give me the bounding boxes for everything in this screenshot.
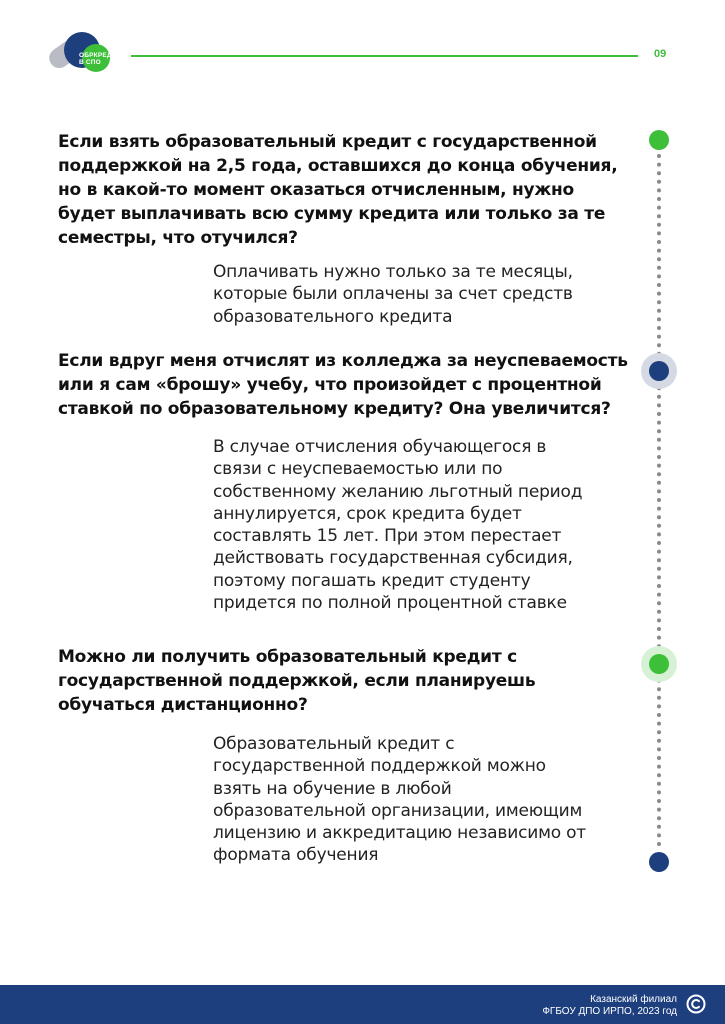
footer-line-2: ФГБОУ ДПО ИРПО, 2023 год [542, 1005, 677, 1017]
timeline-dot [657, 266, 661, 270]
timeline-dot [657, 180, 661, 184]
timeline-dot [657, 636, 661, 640]
answer-3-line: образовательной организации, имеющим [213, 800, 583, 821]
timeline-dot [657, 292, 661, 296]
timeline-dot [657, 412, 661, 416]
timeline-dot [657, 335, 661, 339]
timeline-dot [657, 283, 661, 287]
timeline-dot [657, 825, 661, 829]
timeline-dot [657, 799, 661, 803]
question-1-line: Если взять образовательный кредит с государственной [58, 132, 597, 152]
timeline-marker-3 [649, 654, 669, 674]
timeline-dot [657, 214, 661, 218]
timeline-dot [657, 309, 661, 313]
timeline-dot [657, 790, 661, 794]
timeline-dot [657, 567, 661, 571]
answer-2 [213, 436, 633, 614]
question-3-line: государственной поддержкой, если планируешь [58, 671, 536, 691]
timeline-dot [657, 773, 661, 777]
answer-2-line: придется по полной процентной ставке [213, 593, 567, 614]
timeline-dot [657, 515, 661, 519]
answer-3-line: лицензию и аккредитацию независимо от [213, 823, 586, 844]
timeline-dot [657, 687, 661, 691]
timeline-dot [657, 240, 661, 244]
page-number: 09 [654, 48, 667, 60]
timeline-dot [657, 154, 661, 158]
timeline-dot [657, 206, 661, 210]
question-1-line: семестры, что отучился? [58, 228, 298, 248]
answer-1-line: которые были оплачены за счет средств [213, 284, 573, 305]
timeline-dot [657, 747, 661, 751]
timeline-dot [657, 249, 661, 253]
answer-2-line: действовать государственная субсидия, [213, 548, 573, 569]
question-2-line: Если вдруг меня отчислят из колледжа за неуспеваемость [58, 351, 628, 371]
timeline-dot [657, 722, 661, 726]
answer-3-line: Образовательный кредит с [213, 734, 455, 754]
timeline-dot [657, 730, 661, 734]
timeline-dot [657, 756, 661, 760]
timeline-dot [657, 507, 661, 511]
timeline-dot [657, 343, 661, 347]
question-1-line: будет выплачивать всю сумму кредита или только за те [58, 204, 606, 224]
question-3-line: Можно ли получить образовательный кредит с [58, 647, 517, 667]
answer-2-line: поэтому погашать кредит студенту [213, 570, 531, 591]
timeline-dot [657, 274, 661, 278]
timeline-dot [657, 704, 661, 708]
timeline-dot [657, 584, 661, 588]
timeline-dot [657, 489, 661, 493]
answer-3 [213, 733, 633, 867]
timeline-dot [657, 541, 661, 545]
copyright-icon [686, 994, 706, 1014]
timeline-dot [657, 833, 661, 837]
timeline-dot [657, 842, 661, 846]
answer-2-line: составлять 15 лет. При этом перестает [213, 526, 562, 547]
timeline-dot [657, 197, 661, 201]
timeline-dot [657, 326, 661, 330]
timeline-dot [657, 808, 661, 812]
question-3 [58, 645, 628, 717]
timeline-dot [657, 696, 661, 700]
timeline-dot [657, 739, 661, 743]
timeline-dot [657, 429, 661, 433]
question-1 [58, 130, 628, 250]
header-divider [131, 55, 638, 57]
logo-text [79, 52, 121, 66]
answer-1-line: Оплачивать нужно только за те месяцы, [213, 262, 573, 282]
timeline-dot [657, 575, 661, 579]
timeline-dot [657, 188, 661, 192]
timeline-dot [657, 464, 661, 468]
timeline-dot [657, 438, 661, 442]
answer-1 [213, 261, 633, 328]
timeline-dot [657, 472, 661, 476]
question-3-line: обучаться дистанционно? [58, 695, 308, 715]
timeline-dot [657, 558, 661, 562]
question-1-line: поддержкой на 2,5 года, оставшихся до конца обучения, [58, 156, 618, 176]
timeline-dotted-line [657, 154, 661, 846]
timeline-dot [657, 231, 661, 235]
timeline-dot [657, 601, 661, 605]
timeline-dot [657, 713, 661, 717]
timeline-dot [657, 618, 661, 622]
timeline-dot [657, 816, 661, 820]
timeline-marker-1 [649, 130, 669, 150]
footer-text [542, 994, 677, 1017]
timeline-dot [657, 223, 661, 227]
timeline-dot [657, 300, 661, 304]
answer-2-line: связи с неуспеваемостью или по [213, 459, 503, 480]
logo-text-line1: ОБРКРЕДИТ [79, 52, 121, 59]
timeline-dot [657, 317, 661, 321]
timeline-dot [657, 627, 661, 631]
timeline-marker-2 [649, 361, 669, 381]
question-2-line: или я сам «брошу» учебу, что произойдет с процентной [58, 375, 602, 395]
timeline [640, 120, 680, 880]
answer-2-line: аннулируется, срок кредита будет [213, 503, 522, 524]
footer-line-1: Казанский филиал [590, 994, 677, 1005]
timeline-dot [657, 481, 661, 485]
timeline-dot [657, 163, 661, 167]
timeline-marker-4 [649, 852, 669, 872]
answer-3-line: взять на обучение в любой [213, 778, 452, 799]
logo-text-line2: В СПО [79, 59, 101, 66]
question-1-line: но в какой-то момент оказаться отчисленным, нужно [58, 180, 574, 200]
timeline-dot [657, 550, 661, 554]
answer-1-line: образовательного кредита [213, 306, 453, 327]
answer-2-line: В случае отчисления обучающегося в [213, 437, 547, 457]
answer-2-line: собственному желанию льготный период [213, 481, 583, 502]
timeline-dot [657, 765, 661, 769]
timeline-dot [657, 532, 661, 536]
timeline-dot [657, 498, 661, 502]
timeline-dot [657, 421, 661, 425]
timeline-dot [657, 455, 661, 459]
timeline-dot [657, 395, 661, 399]
timeline-dot [657, 446, 661, 450]
timeline-dot [657, 593, 661, 597]
timeline-dot [657, 610, 661, 614]
timeline-dot [657, 403, 661, 407]
question-2 [58, 349, 628, 421]
question-2-line: ставкой по образовательному кредиту? Она увеличится? [58, 399, 611, 419]
timeline-dot [657, 782, 661, 786]
timeline-dot [657, 257, 661, 261]
answer-3-line: формата обучения [213, 845, 379, 866]
answer-3-line: государственной поддержкой можно [213, 756, 546, 777]
timeline-dot [657, 524, 661, 528]
timeline-dot [657, 171, 661, 175]
